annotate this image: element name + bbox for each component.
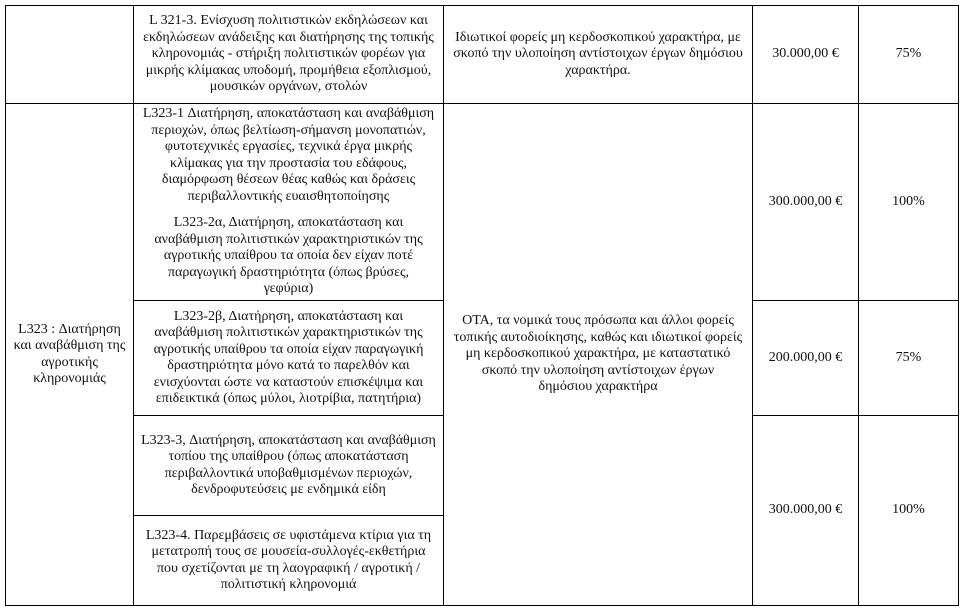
- measure-cell: [6, 6, 134, 104]
- text-line: L323-2β, Διατήρηση, αποκατάσταση και: [173, 308, 404, 324]
- text-line: αναβάθμιση πολιτιστικών χαρακτηριστικών της: [154, 231, 423, 247]
- text-line: δραστηριότητα μόνο κατά το παρελθόν και: [167, 358, 410, 373]
- text-line: ενισχύονται ώστε να καταστούν επισκέψιμα και: [153, 374, 424, 390]
- text-line: φυτοτεχνικές εργασίες, τεχνικά έργα μικρής: [164, 139, 413, 155]
- text-line: τοπικής αυτοδιοίκησης, καθώς και ιδιωτικοί φορείς: [453, 329, 743, 345]
- budget-cell: 200.000,00 €: [753, 301, 859, 416]
- action-cell: [134, 516, 444, 606]
- text-line: μετατροπή τους σε μουσεία-συλλογές-εκθετήρια: [151, 544, 426, 559]
- beneficiaries-cell: [444, 6, 753, 104]
- text-line: και αναβάθμιση της: [13, 338, 126, 353]
- text-line: L323-4. Παρεμβάσεις σε υφιστάμενα κτίρια για τη: [145, 527, 432, 543]
- text-line: αναβάθμιση πολιτιστικών χαρακτηριστικών της: [154, 325, 423, 340]
- text-line: επιδεικτικά (όπως μύλοι, λιοτρίβια, πατητήρια): [155, 391, 422, 406]
- text-line: αγροτικής υπαίθρου τα οποία δεν είχαν ποτέ: [163, 248, 414, 264]
- text-line: L323 : Διατήρηση: [18, 321, 121, 337]
- action-cell: [134, 301, 444, 416]
- rate-cell: 75%: [859, 6, 959, 104]
- text-line: κληρονομιάς - στήριξη πολιτιστικών φορέων για: [151, 46, 426, 62]
- text-line: που σχετίζονται με τη λαογραφική / αγροτική /: [156, 560, 421, 576]
- text-line: κλίμακας για την προστασία του εδάφους,: [170, 155, 407, 171]
- text-line: σκοπό την υλοποίηση αντίστοιχων έργων: [481, 362, 715, 378]
- text-line: L 321-3. Ενίσχυση πολιτιστικών εκδηλώσεων και: [149, 13, 428, 29]
- text-line: παραγωγική δραστηριότητα (όπως βρύσες,: [167, 264, 410, 280]
- text-line: αγροτικής υπαίθρου τα οποία είχαν παραγωγική: [153, 341, 424, 357]
- text-line: δενδροφυτεύσεις με ενδημικά είδη: [191, 482, 386, 497]
- text-line: Ιδιωτικοί φορείς μη κερδοσκοπικού χαρακτήρα, με: [455, 29, 741, 45]
- text-line: διαμόρφωση θέσεων θέας καθώς και δράσεις: [161, 172, 416, 188]
- text-line: μικρής κλίμακας υποδομή, προμήθεια εξοπλισμού,: [145, 62, 432, 78]
- budget-cell: 30.000,00 €: [753, 6, 859, 104]
- table-row: [6, 6, 959, 104]
- rate-cell: 100%: [859, 416, 959, 606]
- text-line: περιβαλλοντικά υποβαθμισμένων περιοχών,: [164, 465, 413, 481]
- action-paragraph: [138, 215, 439, 298]
- budget-cell: 300.000,00 €: [753, 416, 859, 606]
- text-line: τοπίου της υπαίθρου (όπως αποκατάσταση: [168, 449, 409, 464]
- text-line: εκδηλώσεων ανάδειξης και διατήρησης της τοπικής: [143, 29, 434, 45]
- text-line: L323-1 Διατήρηση, αποκατάσταση και αναβάθμιση: [142, 106, 435, 122]
- text-line: L323-3, Διατήρηση, αποκατάσταση και αναβάθμιση: [141, 432, 436, 448]
- measures-table: [5, 5, 959, 606]
- beneficiaries-cell: [444, 104, 753, 606]
- text-line: αγροτικής: [41, 354, 98, 370]
- action-cell: [134, 104, 444, 301]
- text-line: μη κερδοσκοπικού χαρακτήρα, με καταστατικό: [465, 346, 731, 362]
- text-line: ΟΤΑ, τα νομικά τους πρόσωπα και άλλοι φορείς: [462, 313, 734, 329]
- text-line: σκοπό την υλοποίηση αντίστοιχων έργων δημόσιου: [453, 46, 743, 62]
- text-line: μουσικών οργάνων, στολών: [209, 79, 368, 95]
- text-line: πολιτιστική κληρονομιά: [220, 577, 357, 592]
- action-paragraph: [138, 106, 439, 205]
- measure-cell: [6, 104, 134, 606]
- action-cell: [134, 416, 444, 516]
- text-line: χαρακτήρα.: [565, 62, 631, 78]
- table-row: [6, 104, 959, 301]
- text-line: L323-2α, Διατήρηση, αποκατάσταση και: [173, 215, 404, 231]
- rate-cell: 75%: [859, 301, 959, 416]
- text-line: γεφύρια): [263, 281, 314, 297]
- text-line: δημόσιου χαρακτήρα: [538, 379, 658, 395]
- text-line: κληρονομιάς: [33, 371, 106, 386]
- budget-cell: 300.000,00 €: [753, 104, 859, 301]
- rate-cell: 100%: [859, 104, 959, 301]
- text-line: περιοχών, όπως βελτίωση-σήμανση μονοπατιών,: [151, 122, 426, 138]
- text-line: περιβαλλοντικής ευαισθητοποίησης: [187, 188, 390, 204]
- action-cell: [134, 6, 444, 104]
